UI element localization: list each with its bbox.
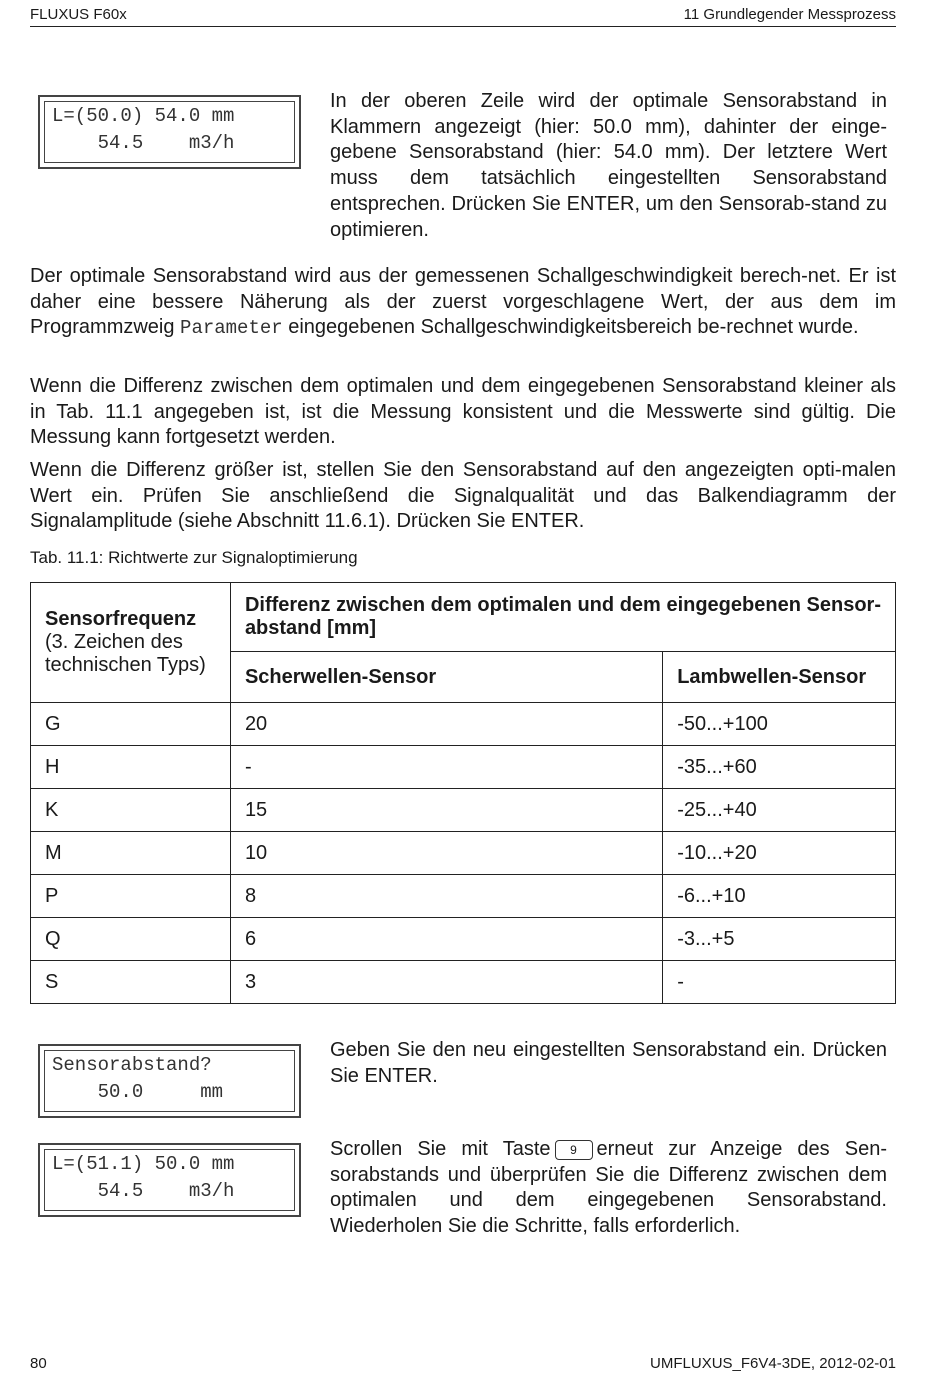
cell-lamb-wave: - bbox=[663, 961, 896, 1004]
cell-lamb-wave: -10...+20 bbox=[663, 832, 896, 875]
lcd1-description: In der oberen Zeile wird der optimale Sensorabstand in Klammern angezeigt (hier: 50.0 mm), dahinter der einge-gebene Sensorabstand (hier: 54.0 mm). Der letztere Wert muss dem tatsächlich eingestellten Sensorabstand entsprechen. Drücken Sie ENTER, um den Sensorab-stand zu optimieren. bbox=[330, 90, 887, 241]
column-header-frequency-bold: Sensorfrequenz bbox=[45, 608, 197, 630]
lcd-line-2: 54.5 m3/h bbox=[52, 132, 235, 154]
table-row bbox=[31, 832, 896, 875]
column-header-lamb-wave: Lambwellen-Sensor bbox=[663, 652, 896, 703]
cell-shear-wave: 8 bbox=[230, 875, 662, 918]
table-row bbox=[31, 918, 896, 961]
cell-frequency: Q bbox=[31, 918, 231, 961]
cell-frequency: K bbox=[31, 789, 231, 832]
cell-frequency: S bbox=[31, 961, 231, 1004]
page-header bbox=[30, 4, 896, 27]
paragraph-text: erneut zur Anzeige des Sen-sorabstands und überprüfen Sie die Differenz zwischen dem optimalen und dem eingegebenen Sensorabstand. Wiederholen Sie die Schritte, falls erforderlich. bbox=[330, 1138, 887, 1238]
column-header-frequency-note: (3. Zeichen des technischen Typs) bbox=[45, 631, 206, 676]
paragraph-text: Der optimale Sensorabstand wird aus der gemessenen Schallgeschwindigkeit berech-net. Er ist daher eine bessere Näherung als der zuerst vorgeschlagene Wert, der aus dem im Programmzweig bbox=[30, 265, 896, 338]
lcd-display-1 bbox=[38, 95, 301, 169]
paragraph-text: eingegebenen Schallgeschwindigkeitsbereich be-rechnet wurde. bbox=[282, 316, 859, 338]
lcd-line-1: L=(50.0) 54.0 mm bbox=[52, 105, 235, 127]
cell-shear-wave: 10 bbox=[230, 832, 662, 875]
cell-shear-wave: 15 bbox=[230, 789, 662, 832]
table-row bbox=[31, 703, 896, 746]
cell-frequency: P bbox=[31, 875, 231, 918]
lcd-display-3 bbox=[38, 1143, 301, 1217]
column-group-header-difference: Differenz zwischen dem optimalen und dem eingegebenen Sensor-abstand [mm] bbox=[230, 583, 895, 652]
signal-optimization-table bbox=[30, 582, 896, 1004]
cell-lamb-wave: -35...+60 bbox=[663, 746, 896, 789]
table-row bbox=[31, 746, 896, 789]
paragraph-text: Scrollen Sie mit Taste bbox=[330, 1138, 551, 1160]
cell-frequency: G bbox=[31, 703, 231, 746]
key-9-icon: 9 bbox=[555, 1140, 593, 1160]
header-chapter: 11 Grundlegender Messprozess bbox=[683, 6, 896, 23]
lcd-line-2: 54.5 m3/h bbox=[52, 1180, 235, 1202]
lcd-line-1: L=(51.1) 50.0 mm bbox=[52, 1153, 235, 1175]
cell-frequency: M bbox=[31, 832, 231, 875]
table-row bbox=[31, 875, 896, 918]
column-header-shear-wave: Scherwellen-Sensor bbox=[230, 652, 662, 703]
table-row bbox=[31, 961, 896, 1004]
lcd-line-2: 50.0 mm bbox=[52, 1081, 224, 1103]
paragraph-difference-small: Wenn die Differenz zwischen dem optimalen und dem eingegebenen Sensorabstand kleiner als in Tab. 11.1 angegeben ist, ist die Messung konsistent und die Messwerte sind gültig. Die Messung kann fortgesetzt werden. bbox=[30, 375, 896, 448]
lcd-line-1: Sensorabstand? bbox=[52, 1054, 212, 1076]
cell-lamb-wave: -25...+40 bbox=[663, 789, 896, 832]
cell-lamb-wave: -6...+10 bbox=[663, 875, 896, 918]
cell-lamb-wave: -50...+100 bbox=[663, 703, 896, 746]
lcd2-description: Geben Sie den neu eingestellten Sensorabstand ein. Drücken Sie ENTER. bbox=[330, 1039, 887, 1087]
cell-shear-wave: 20 bbox=[230, 703, 662, 746]
inline-code: Parameter bbox=[180, 317, 283, 339]
cell-shear-wave: 3 bbox=[230, 961, 662, 1004]
table-row bbox=[31, 789, 896, 832]
paragraph-optimal-distance bbox=[30, 264, 896, 342]
document-id: UMFLUXUS_F6V4-3DE, 2012-02-01 bbox=[650, 1355, 896, 1372]
cell-frequency: H bbox=[31, 746, 231, 789]
cell-lamb-wave: -3...+5 bbox=[663, 918, 896, 961]
column-header-frequency bbox=[31, 583, 231, 703]
cell-shear-wave: 6 bbox=[230, 918, 662, 961]
lcd3-description bbox=[330, 1137, 887, 1240]
lcd-display-2 bbox=[38, 1044, 301, 1118]
header-product: FLUXUS F60x bbox=[30, 6, 127, 23]
cell-shear-wave: - bbox=[230, 746, 662, 789]
table-caption: Tab. 11.1: Richtwerte zur Signaloptimierung bbox=[30, 548, 358, 567]
paragraph-difference-large: Wenn die Differenz größer ist, stellen Sie den Sensorabstand auf den angezeigten opti-malen Wert ein. Prüfen Sie anschließend die Signalqualität und das Balkendiagramm der Signalamplitude (siehe Abschnitt 11.6.1). Drücken Sie ENTER. bbox=[30, 459, 896, 532]
page-number: 80 bbox=[30, 1355, 47, 1372]
